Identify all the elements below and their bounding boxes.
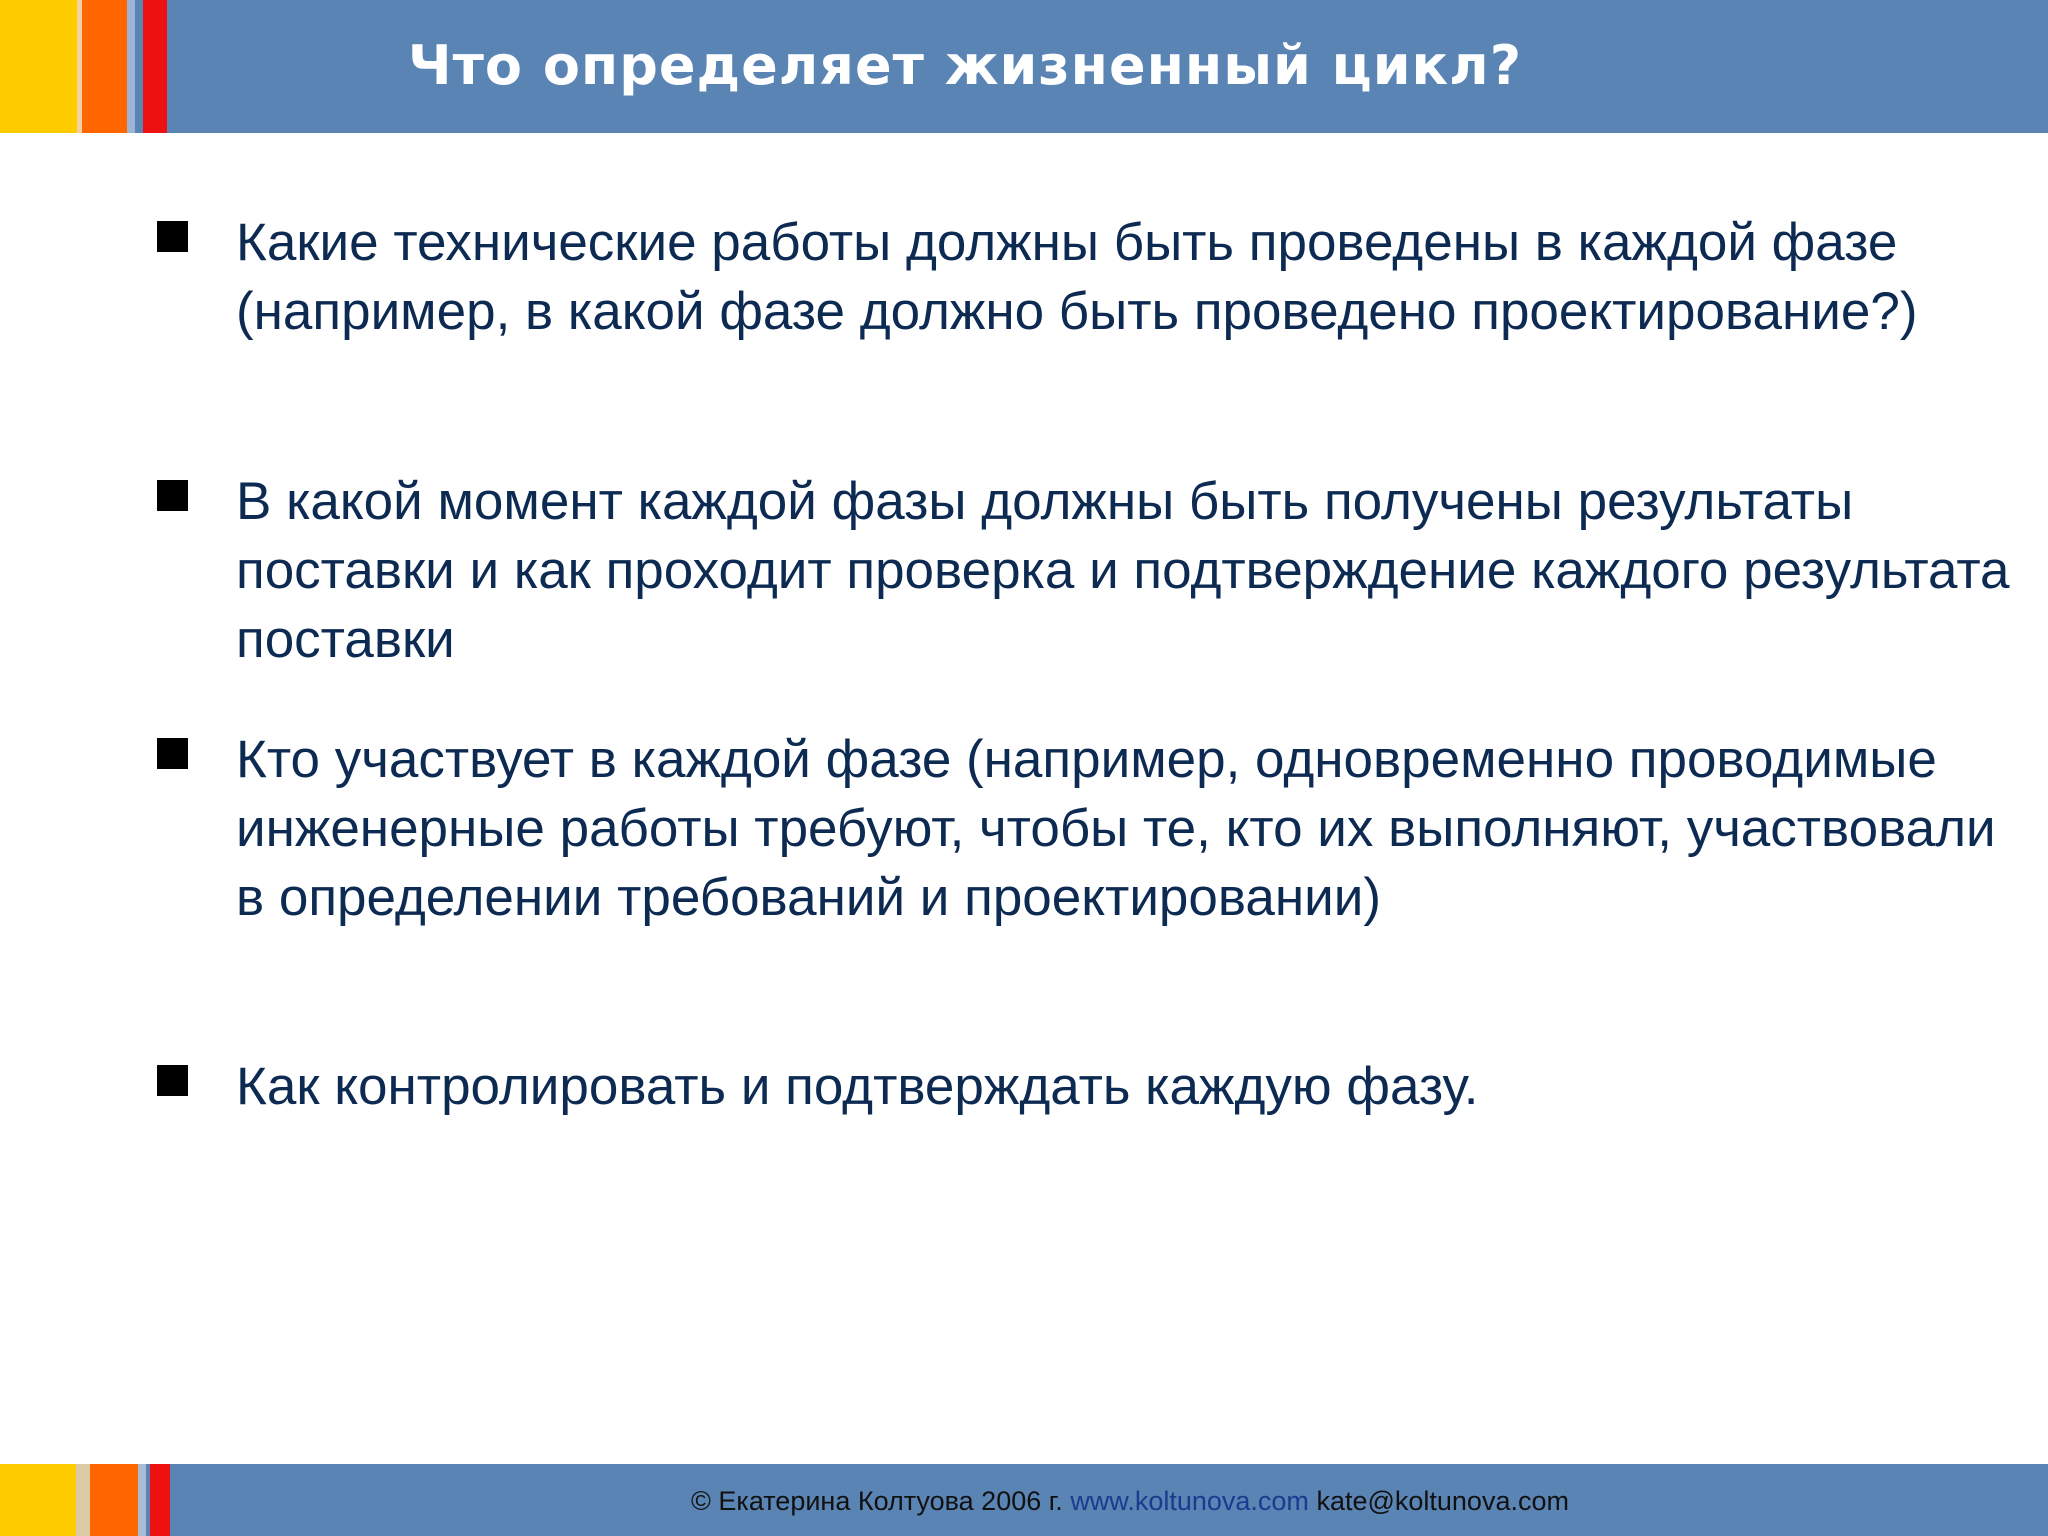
title-bar: [0, 0, 2048, 133]
bullet-text: В какой момент каждой фазы должны быть получены результаты поставки и как проходит проверка и подтверждение каждого результата поставки: [236, 472, 2010, 669]
square-bullet-icon: [157, 738, 188, 769]
footer-credits: [0, 1485, 2048, 1517]
red-stripe: [143, 0, 167, 133]
bullet-text: Какие технические работы должны быть проведены в каждой фазе (например, в какой фазе должно быть проведено проектирование?): [236, 213, 1918, 341]
bullet-text: Кто участвует в каждой фазе (например, одновременно проводимые инженерные работы требуют, чтобы те, кто их выполняют, участвовали в определении требований и проектировании): [236, 730, 1996, 927]
square-bullet-icon: [157, 221, 188, 252]
square-bullet-icon: [157, 1065, 188, 1096]
footer-bar: [0, 1464, 2048, 1536]
email-text: kate@koltunova.com: [1316, 1486, 1569, 1516]
stripe-gap: [127, 0, 135, 133]
square-bullet-icon: [157, 480, 188, 511]
blue-stripe: [135, 0, 143, 133]
bullet-text: Как контролировать и подтверждать каждую фазу.: [236, 1057, 1479, 1116]
copyright-text: © Екатерина Колтуова 2006 г.: [691, 1486, 1063, 1516]
yellow-stripe: [0, 0, 77, 133]
website-link[interactable]: www.koltunova.com: [1070, 1486, 1309, 1516]
orange-stripe: [82, 0, 127, 133]
slide-title: Что определяет жизненный цикл?: [408, 34, 1523, 97]
